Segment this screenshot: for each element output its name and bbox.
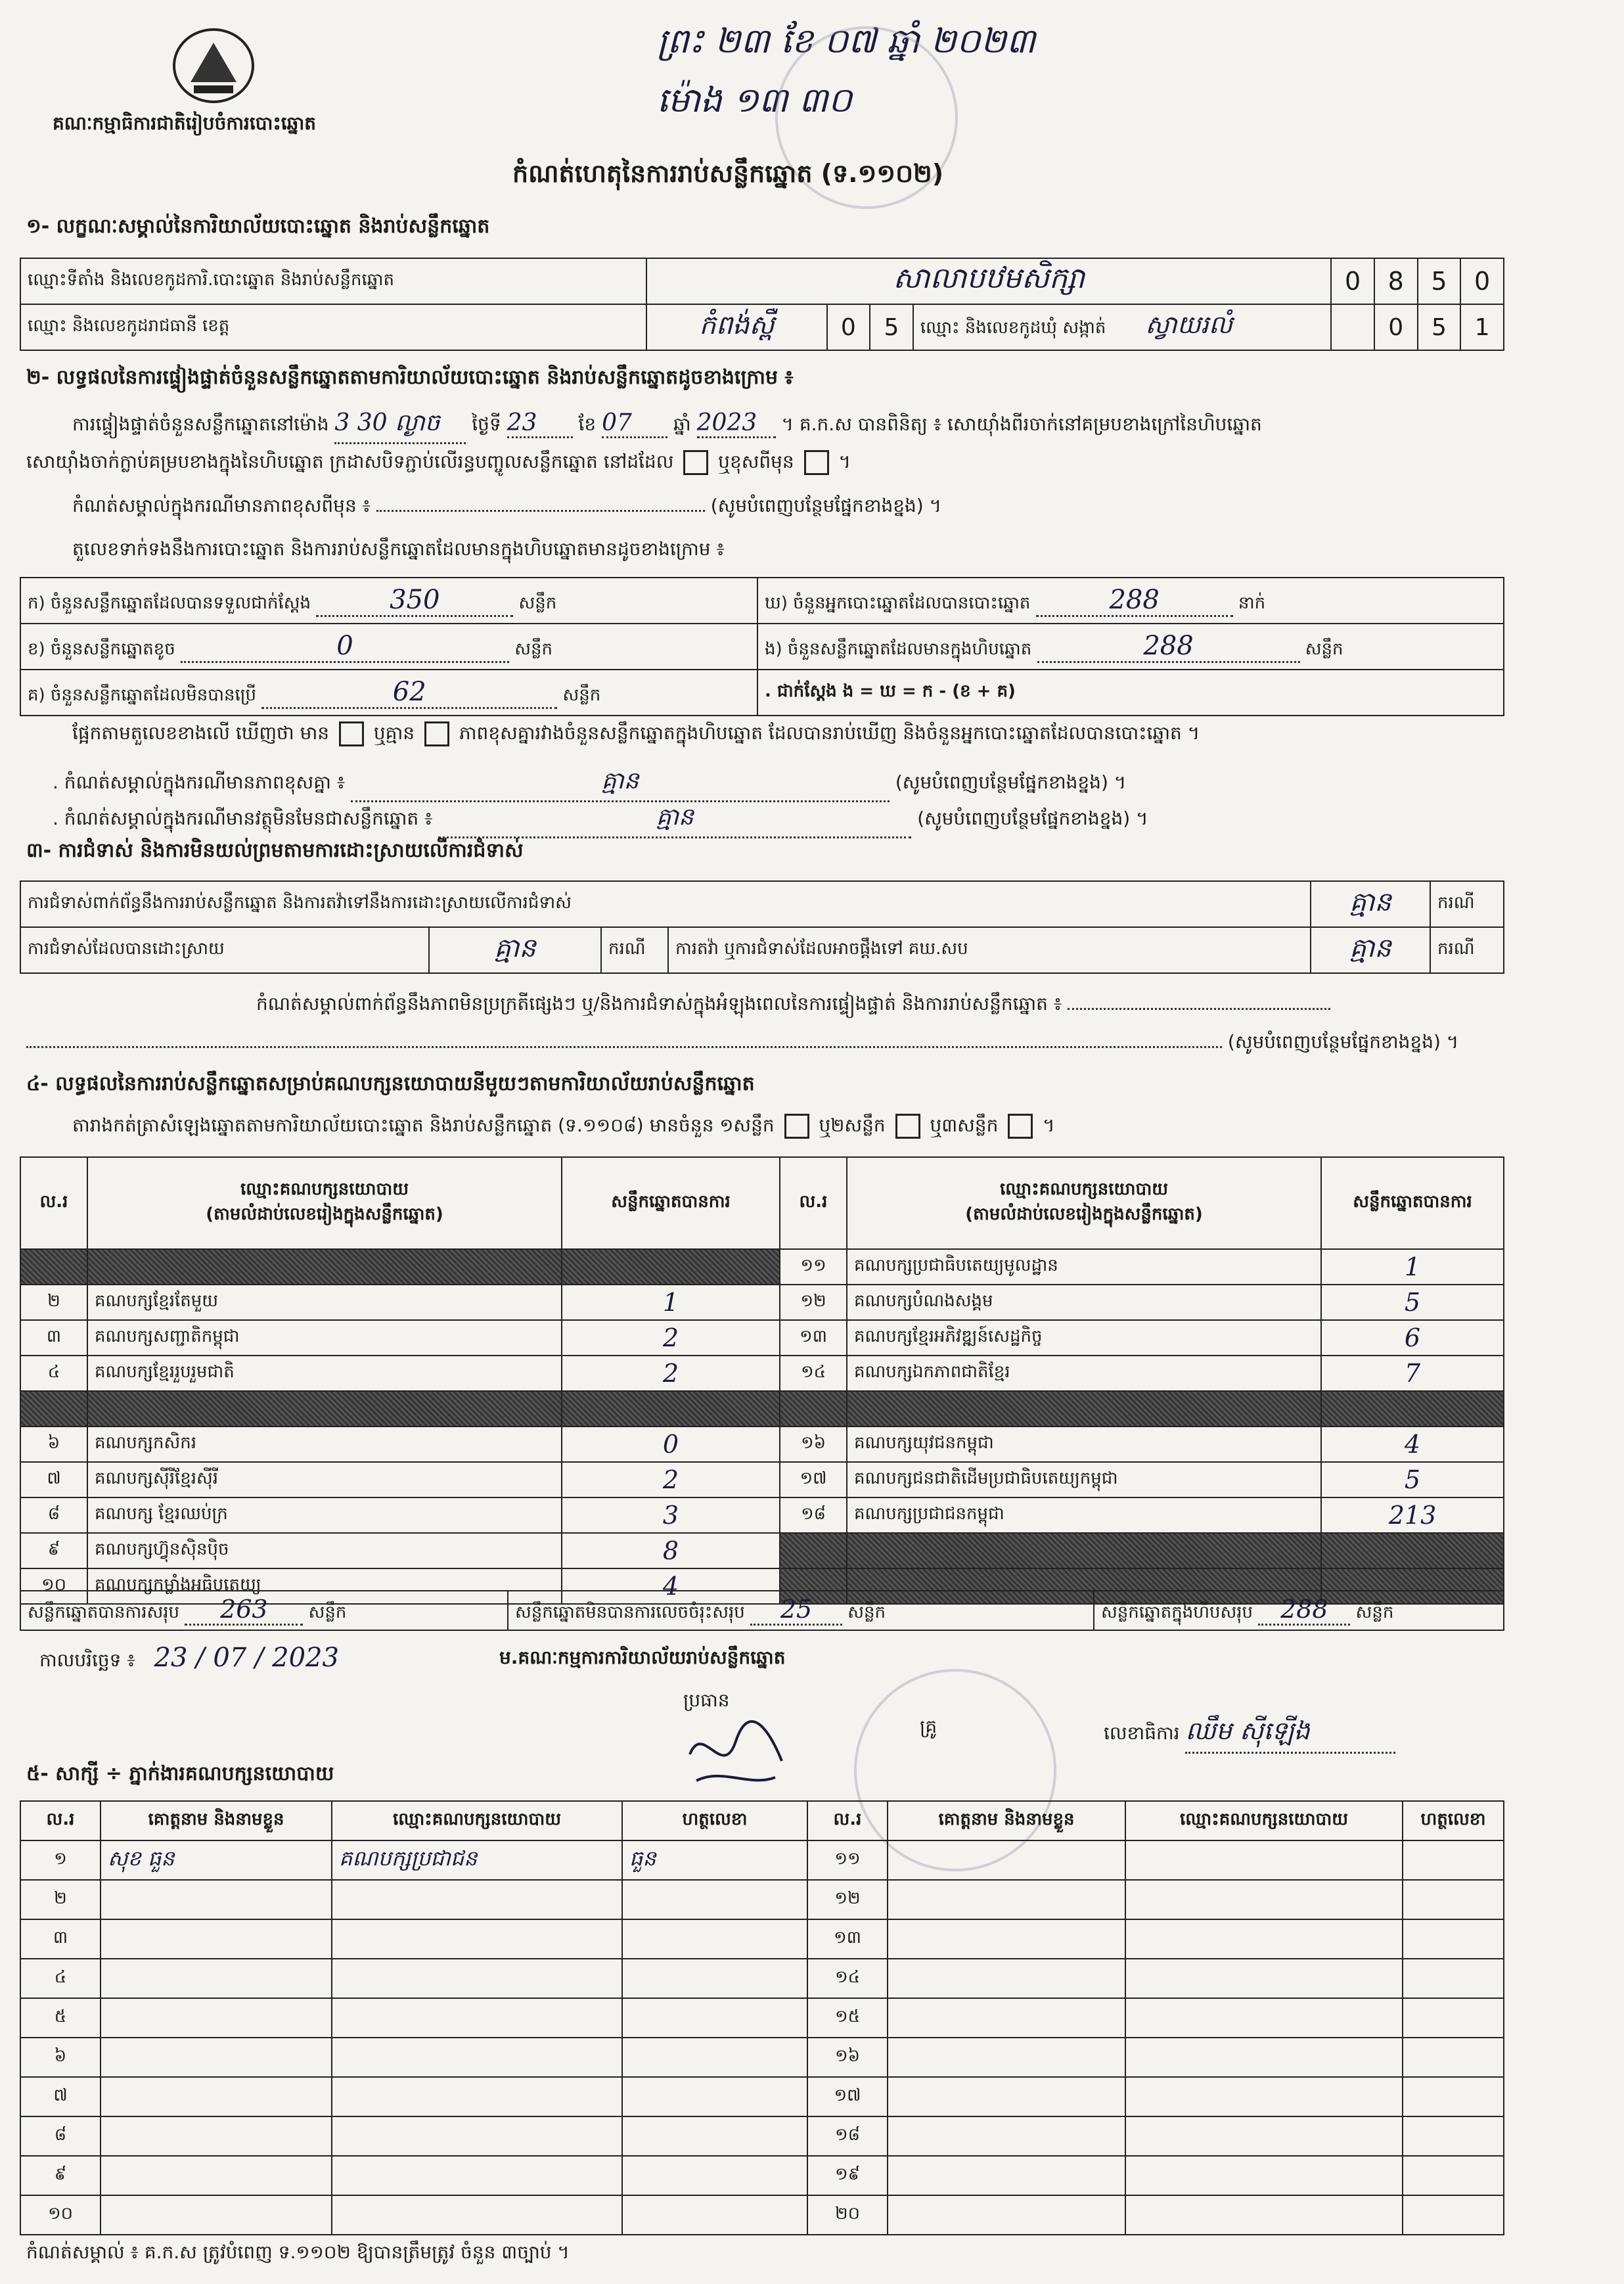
witness-number: ៣ xyxy=(20,1919,101,1959)
irregularities-fill-line: (សូមបំពេញបន្ថែមផ្នែកខាងខ្នង) ។ xyxy=(26,1030,1458,1057)
party-votes: 8 xyxy=(562,1533,780,1568)
witness-name[interactable] xyxy=(888,1959,1125,1998)
witness-number: ១៦ xyxy=(807,2038,888,2077)
witness-name[interactable] xyxy=(888,1919,1125,1959)
witness-number: ៩ xyxy=(20,2156,101,2195)
party-name: គណបក្សកសិករ xyxy=(87,1427,562,1462)
record-sheet-count-line: តារាងកត់ត្រាសំឡេងឆ្នោតតាមការិយាល័យបោះឆ្នោត និងរាប់សន្លឹកឆ្នោត (ទ.១១០៨) មានចំនួន ១សន្លឹក ឬ២សន្លឹក ឬ៣សន្លឹក ។ xyxy=(72,1114,1055,1141)
party-row xyxy=(20,1285,1504,1320)
witness-signature[interactable] xyxy=(622,2077,807,2116)
col-no-header: ល.រ xyxy=(20,1157,87,1249)
witness-number: ៧ xyxy=(20,2077,101,2116)
party-votes: 6 xyxy=(1321,1320,1504,1356)
witness-signature[interactable] xyxy=(1403,2156,1504,2195)
witness-table: ល.រ គោត្តនាម និងនាមខ្លួន ឈ្មោះគណបក្សនយោបាយ ហត្ថលេខា ល.រ គោត្តនាម និងនាមខ្លួន ឈ្មោះគណបក្សនយោបាយ ហត្ថលេខា ១ សុខ ធួន គណបក្សប្រជាជន ធួន ១១ ២ ១២ ៣ ១៣ ៤ ១៤ ៥ ១៥ ៦ ១៦ ៧ ១៧ ៨ ១៨ ៩ ១៩ ១០ ២០ xyxy=(20,1800,1504,2235)
witness-party[interactable] xyxy=(1125,1998,1403,2038)
party-number: ៨ xyxy=(20,1497,87,1533)
party-row xyxy=(20,1427,1504,1462)
witness-party[interactable] xyxy=(332,2038,622,2077)
party-votes: 2 xyxy=(562,1462,780,1497)
witness-signature[interactable] xyxy=(622,2195,807,2235)
party-number: ៤ xyxy=(20,1356,87,1391)
box-total-label: សន្លឹកឆ្នោតក្នុងហិបសរុប xyxy=(1101,1603,1253,1622)
col-votes-header: សន្លឹកឆ្នោតបានការ xyxy=(1321,1157,1504,1249)
party-votes: 5 xyxy=(1321,1462,1504,1497)
witness-party[interactable] xyxy=(1125,1919,1403,1959)
seal-status-line: សោយ៉ាំងចាក់ក្លាប់គម្របខាងក្នុងនៃហិបឆ្នោត ក្រដាសបិទភ្ជាប់លើរន្ធបញ្ចូលសន្លឹកឆ្នោត នៅដដែល ឬខុសពីមុន ។ xyxy=(26,450,851,477)
member-label: គ្រូ xyxy=(920,1716,937,1737)
station-code-digit: 0 xyxy=(1331,258,1374,304)
witness-signature[interactable] xyxy=(1403,2195,1504,2235)
col-votes-header: សន្លឹកឆ្នោតបានការ xyxy=(562,1157,780,1249)
discrepancy-check-line: ផ្អែកតាមតួលេខខាងលើ ឃើញថា មាន ឬគ្មាន ភាពខុសគ្នារវាងចំនួនសន្លឹកឆ្នោតក្នុងហិបឆ្នោត ដែលបានរាប់ឃើញ និងចំនួនអ្នកបោះឆ្នោតដែលបានបោះឆ្នោត ។ xyxy=(72,721,1200,748)
commune-code-digit: 0 xyxy=(1374,304,1418,350)
witness-name[interactable] xyxy=(888,2156,1125,2195)
witness-name[interactable] xyxy=(888,2038,1125,2077)
party-name: គណបក្ស ខ្មែរឈប់ក្រ xyxy=(87,1497,562,1533)
party-votes: 2 xyxy=(562,1320,780,1356)
witness-name[interactable] xyxy=(101,1880,332,1919)
witness-signature[interactable]: ធួន xyxy=(622,1840,807,1880)
party-votes: 2 xyxy=(562,1356,780,1391)
party-row xyxy=(20,1497,1504,1533)
box-total-value: 288 xyxy=(1258,1595,1350,1626)
non-ballot-remark-value: គ្មាន xyxy=(438,802,911,838)
party-number xyxy=(780,1533,847,1568)
party-name: គណបក្សយុវជនកម្ពុជា xyxy=(847,1427,1321,1462)
witness-signature[interactable] xyxy=(622,1919,807,1959)
party-votes xyxy=(1321,1391,1504,1427)
witness-party[interactable] xyxy=(1125,2116,1403,2156)
party-row xyxy=(20,1356,1504,1391)
witness-number: ៨ xyxy=(20,2116,101,2156)
difference-note-line: កំណត់សម្គាល់ក្នុងករណីមានភាពខុសពីមុន ៖ (សូមបំពេញបន្ថែមផ្នែកខាងខ្នង) ។ xyxy=(72,495,942,516)
province-code-digit: 5 xyxy=(870,304,913,350)
province-name: កំពង់ស្ពឺ xyxy=(646,304,826,350)
witness-signature[interactable] xyxy=(622,1959,807,1998)
section3-heading: ៣- ការជំទាស់ និងការមិនយល់ព្រមតាមការដោះស្រាយលើការជំទាស់ xyxy=(26,839,524,862)
section1-heading: ១- លក្ខណៈសម្គាល់នៃការិយាល័យបោះឆ្នោត និងរាប់សន្លឹកឆ្នោត xyxy=(26,215,490,238)
party-number: ២ xyxy=(20,1285,87,1320)
verification-month: 07 xyxy=(602,409,667,438)
witness-party[interactable] xyxy=(332,2156,622,2195)
party-name xyxy=(847,1533,1321,1568)
station-code-digit: 0 xyxy=(1460,258,1504,304)
witness-number: ១១ xyxy=(807,1840,888,1880)
unused-label: គ) ចំនួនសន្លឹកឆ្នោតដែលមិនបានប្រើ xyxy=(28,685,256,705)
party-votes: 1 xyxy=(562,1285,780,1320)
party-votes: 4 xyxy=(1321,1427,1504,1462)
witness-party[interactable] xyxy=(1125,2156,1403,2195)
appealable-label: ការតវ៉ា ឬការជំទាស់ដែលអាចផ្តឹងទៅ គឃ.សប xyxy=(668,927,1311,973)
objections-table: ការជំទាស់ពាក់ព័ន្ធនឹងការរាប់សន្លឹកឆ្នោត និងការតវ៉ាទៅនឹងការដោះស្រាយលើការជំទាស់ គ្មាន ករណី ការជំទាស់ដែលបានដោះស្រាយ គ្មាន ករណី ការតវ៉ា ឬការជំទាស់ដែលអាចផ្តឹងទៅ គឃ.សប គ្មាន ករណី xyxy=(20,880,1504,974)
party-row xyxy=(20,1249,1504,1285)
party-votes: 213 xyxy=(1321,1497,1504,1533)
voters-label: ឃ) ចំនួនអ្នកបោះឆ្នោតដែលបានបោះឆ្នោត xyxy=(765,593,1031,613)
party-votes: 4 xyxy=(562,1568,780,1604)
witness-party[interactable] xyxy=(332,2077,622,2116)
date-line: កាលបរិច្ឆេទ ៖ 23 / 07 / 2023 xyxy=(39,1643,339,1673)
party-name: គណបក្សបំណងសង្គម xyxy=(847,1285,1321,1320)
received-value: 350 xyxy=(316,585,513,617)
witness-number: ១៨ xyxy=(807,2116,888,2156)
province-code-digit: 0 xyxy=(827,304,870,350)
party-votes xyxy=(1321,1533,1504,1568)
resolved-label: ការជំទាស់ដែលបានដោះស្រាយ xyxy=(20,927,429,973)
station-code-digit: 8 xyxy=(1374,258,1418,304)
witness-number: ១ xyxy=(20,1840,101,1880)
station-code-digit: 5 xyxy=(1418,258,1461,304)
party-number xyxy=(780,1391,847,1427)
difference-remark-line: . កំណត់សម្គាល់ក្នុងករណីមានភាពខុសគ្នា ៖ គ្មាន (សូមបំពេញបន្ថែមផ្នែកខាងខ្នង) ។ xyxy=(53,765,1126,802)
party-name: គណបក្សខ្មែរតែមួយ xyxy=(87,1285,562,1320)
witness-party[interactable]: គណបក្សប្រជាជន xyxy=(332,1840,622,1880)
formula: . ជាក់ស្តែង ង = ឃ = ក - (ខ + គ) xyxy=(757,670,1504,716)
witness-row xyxy=(20,2116,1504,2156)
col-party-header: ឈ្មោះគណបក្សនយោបាយ (តាមលំដាប់លេខរៀងក្នុងសន្លឹកឆ្នោត) xyxy=(87,1157,562,1249)
witness-number: ១៣ xyxy=(807,1919,888,1959)
witness-party[interactable] xyxy=(332,1998,622,2038)
party-votes: 0 xyxy=(562,1427,780,1462)
section1-table xyxy=(20,258,1504,351)
witness-name[interactable] xyxy=(888,2077,1125,2116)
party-votes xyxy=(562,1391,780,1427)
witness-name[interactable] xyxy=(101,2077,332,2116)
witness-number: ១៥ xyxy=(807,1998,888,2038)
party-name: គណបក្សសញ្ជាតិកម្ពុជា xyxy=(87,1320,562,1356)
witness-signature[interactable] xyxy=(1403,2116,1504,2156)
nec-emblem-icon xyxy=(164,23,263,108)
party-name: គណបក្សស៊ីរីខ្មែរស៊ីរី xyxy=(87,1462,562,1497)
station-label: ឈ្មោះទីតាំង និងលេខកូដការិ.បោះឆ្នោត និងរាប់សន្លឹកឆ្នោត xyxy=(20,258,646,304)
totals-table: សន្លឹកឆ្នោតបានការសរុប 263 សន្លឹក សន្លឹកឆ្នោតមិនបានការលេចចំរុះសរុប 25 សន្លឹក សន្លឹកឆ្នោតក្នុងហិបសរុប 288 សន្លឹក xyxy=(20,1590,1504,1631)
witness-number: ២ xyxy=(20,1880,101,1919)
secretary-line: លេខាធិការ ឈឹម ស៊ីឡើង xyxy=(1104,1715,1395,1754)
witness-party[interactable] xyxy=(1125,1880,1403,1919)
party-name: គណបក្សហ៊្វុនស៊ិនប៉ិច xyxy=(87,1533,562,1568)
witness-number: ១២ xyxy=(807,1880,888,1919)
witness-party[interactable] xyxy=(332,1880,622,1919)
objections-label: ការជំទាស់ពាក់ព័ន្ធនឹងការរាប់សន្លឹកឆ្នោត និងការតវ៉ាទៅនឹងការដោះស្រាយលើការជំទាស់ xyxy=(20,881,1311,927)
witness-name[interactable] xyxy=(101,1919,332,1959)
changed-checkbox[interactable] xyxy=(804,450,829,475)
witness-row xyxy=(20,2195,1504,2235)
verification-time: 3 30 ល្ងាច xyxy=(334,407,466,444)
col-party-header: ឈ្មោះគណបក្សនយោបាយ (តាមលំដាប់លេខរៀងក្នុងសន្លឹកឆ្នោត) xyxy=(847,1157,1321,1249)
witness-party[interactable] xyxy=(332,2116,622,2156)
witness-signature[interactable] xyxy=(622,1998,807,2038)
party-number: ១៧ xyxy=(780,1462,847,1497)
section4-heading: ៤- លទ្ធផលនៃការរាប់សន្លឹកឆ្នោតសម្រាប់គណបក្សនយោបាយនីមួយៗតាមការិយាល័យរាប់សន្លឹកឆ្នោត xyxy=(26,1072,755,1095)
station-name: សាលាបឋមសិក្សា xyxy=(646,258,1331,304)
party-results-table xyxy=(20,1156,1504,1605)
witness-number: ១៩ xyxy=(807,2156,888,2195)
witness-number: ៤ xyxy=(20,1959,101,1998)
witness-signature[interactable] xyxy=(1403,2038,1504,2077)
party-number: ៣ xyxy=(20,1320,87,1356)
verification-day: 23 xyxy=(507,409,573,438)
appealable-value: គ្មាន xyxy=(1311,927,1430,973)
witness-party[interactable] xyxy=(332,2195,622,2235)
witness-signature[interactable] xyxy=(1403,1998,1504,2038)
figures-intro: តួលេខទាក់ទងនឹងការបោះឆ្នោត និងការរាប់សន្លឹកឆ្នោតដែលមានក្នុងហិបឆ្នោតមានដូចខាងក្រោម ៖ xyxy=(72,538,725,560)
party-name: គណបក្សឯកភាពជាតិខ្មែរ xyxy=(847,1356,1321,1391)
witness-signature[interactable] xyxy=(622,2116,807,2156)
party-name: គណបក្សកម្លាំងអធិបតេយ្យ xyxy=(87,1568,562,1604)
witness-name[interactable] xyxy=(101,2156,332,2195)
witness-party[interactable] xyxy=(332,1959,622,1998)
witness-name[interactable] xyxy=(101,1998,332,2038)
witness-row xyxy=(20,2038,1504,2077)
party-name xyxy=(87,1391,562,1427)
unused-value: 62 xyxy=(261,677,557,709)
has-difference-checkbox[interactable] xyxy=(339,721,364,746)
section2-heading: ២- លទ្ធផលនៃការផ្ទៀងផ្ទាត់ចំនួនសន្លឹកឆ្នោតតាមការិយាល័យបោះឆ្នោត និងរាប់សន្លឹកឆ្នោតដូចខាងក្រោម ៖ xyxy=(26,366,794,389)
witness-name[interactable] xyxy=(888,1840,1125,1880)
party-votes: 1 xyxy=(1321,1249,1504,1285)
handwritten-note-1: ព្រះ ២៣ ខែ ០៧ ឆ្នាំ ២០២៣ xyxy=(657,22,1036,61)
witness-name[interactable] xyxy=(101,2038,332,2077)
witness-row xyxy=(20,1998,1504,2038)
footnote: កំណត់សម្គាល់ ៖ គ.ក.ស ត្រូវបំពេញ ទ.១១០២ ឱ្យបានត្រឹមត្រូវ ចំនួន ៣ច្បាប់ ។ xyxy=(26,2241,570,2263)
party-votes: 7 xyxy=(1321,1356,1504,1391)
witness-row xyxy=(20,1959,1504,1998)
witness-party[interactable] xyxy=(1125,2077,1403,2116)
secretary-signature: ឈឹម ស៊ីឡើង xyxy=(1185,1715,1395,1754)
organization-name: គណៈកម្មាធិការជាតិរៀបចំការបោះឆ្នោត xyxy=(53,112,317,134)
objections-value: គ្មាន xyxy=(1311,881,1430,927)
witness-row xyxy=(20,1919,1504,1959)
party-name: គណបក្សប្រជាជនកម្ពុជា xyxy=(847,1497,1321,1533)
witness-party[interactable] xyxy=(1125,1840,1403,1880)
witness-signature[interactable] xyxy=(1403,2077,1504,2116)
witness-name[interactable] xyxy=(888,1998,1125,2038)
party-number: ៦ xyxy=(20,1427,87,1462)
party-votes: 5 xyxy=(1321,1285,1504,1320)
party-number: ១៨ xyxy=(780,1497,847,1533)
voters-value: 288 xyxy=(1036,585,1233,617)
spoiled-label: ខ) ចំនួនសន្លឹកឆ្នោតខូច xyxy=(28,639,175,659)
witness-signature[interactable] xyxy=(622,1880,807,1919)
witness-number: ១០ xyxy=(20,2195,101,2235)
witness-number: ១៧ xyxy=(807,2077,888,2116)
two-sheets-checkbox[interactable] xyxy=(895,1114,920,1139)
witness-row xyxy=(20,1840,1504,1880)
witness-number: ៥ xyxy=(20,1998,101,2038)
witness-name[interactable] xyxy=(888,1880,1125,1919)
witness-signature[interactable] xyxy=(622,2038,807,2077)
witness-number: ២០ xyxy=(807,2195,888,2235)
party-number xyxy=(20,1391,87,1427)
one-sheet-checkbox[interactable] xyxy=(784,1114,809,1139)
verification-year: 2023 xyxy=(697,409,776,438)
witness-name[interactable] xyxy=(101,1959,332,1998)
date-value: 23 / 07 / 2023 xyxy=(154,1643,339,1673)
party-number: ១០ xyxy=(20,1568,87,1604)
witness-party[interactable] xyxy=(1125,2195,1403,2235)
party-number: ៩ xyxy=(20,1533,87,1568)
province-label: ឈ្មោះ និងលេខកូដរាជធានី ខេត្ត xyxy=(20,304,646,350)
party-number: ៧ xyxy=(20,1462,87,1497)
party-number: ១១ xyxy=(780,1249,847,1285)
party-row xyxy=(20,1462,1504,1497)
commune-code-digit: 1 xyxy=(1460,304,1504,350)
col-no-header: ល.រ xyxy=(780,1157,847,1249)
witness-signature[interactable] xyxy=(622,2156,807,2195)
chair-label: ប្រធាន xyxy=(683,1689,730,1711)
witness-number: ៦ xyxy=(20,2038,101,2077)
party-name xyxy=(847,1391,1321,1427)
no-difference-checkbox[interactable] xyxy=(424,721,449,746)
witness-signature[interactable] xyxy=(1403,1880,1504,1919)
received-label: ក) ចំនួនសន្លឹកឆ្នោតដែលបានទទួលជាក់ស្តែង xyxy=(28,593,311,613)
party-name: គណបក្សខ្មែររួបរួមជាតិ xyxy=(87,1356,562,1391)
party-number: ១៤ xyxy=(780,1356,847,1391)
form-title: កំណត់ហេតុនៃការរាប់សន្លឹកឆ្នោត (ទ.១១០២) xyxy=(512,159,944,188)
witness-signature[interactable] xyxy=(1403,1840,1504,1880)
committee-title: ម.គណៈកម្មការការិយាល័យរាប់សន្លឹកឆ្នោត xyxy=(499,1647,786,1668)
commune-label: ឈ្មោះ និងលេខកូដឃុំ សង្កាត់ ស្វាយរលំ xyxy=(913,304,1331,350)
chair-signature xyxy=(683,1715,788,1796)
witness-row xyxy=(20,2156,1504,2195)
witness-party[interactable] xyxy=(1125,1959,1403,1998)
in-box-value: 288 xyxy=(1037,631,1300,663)
party-name: គណបក្សប្រជាធិបតេយ្យមូលដ្ឋាន xyxy=(847,1249,1321,1285)
unchanged-checkbox[interactable] xyxy=(683,450,708,475)
witness-name[interactable] xyxy=(101,2116,332,2156)
witness-name[interactable] xyxy=(101,2195,332,2235)
figures-table: ក) ចំនួនសន្លឹកឆ្នោតដែលបានទទួលជាក់ស្តែង 350 សន្លឹក ឃ) ចំនួនអ្នកបោះឆ្នោតដែលបានបោះឆ្នោត 288 នាក់ ខ) ចំនួនសន្លឹកឆ្នោតខូច 0 សន្លឹក ង) ចំនួនសន្លឹកឆ្នោតដែលមានក្នុងហិបឆ្នោត 288 សន្លឹក គ) ចំនួនសន្លឹកឆ្នោតដែលមិនបានប្រើ 62 សន្លឹក . ជាក់ស្តែង ង = ឃ = ក - (ខ + គ) xyxy=(20,577,1504,716)
invalid-total-label: សន្លឹកឆ្នោតមិនបានការលេចចំរុះសរុប xyxy=(515,1603,745,1622)
witness-name[interactable]: សុខ ធួន xyxy=(101,1840,332,1880)
party-name: គណបក្សខ្មែរអភិវឌ្ឍន៍សេដ្ឋកិច្ច xyxy=(847,1320,1321,1356)
spoiled-value: 0 xyxy=(181,631,509,663)
witness-signature[interactable] xyxy=(1403,1959,1504,1998)
three-sheets-checkbox[interactable] xyxy=(1008,1114,1033,1139)
section5-heading: ៥- សាក្សី ÷ ភ្នាក់ងារគណបក្សនយោបាយ xyxy=(26,1762,334,1785)
witness-signature[interactable] xyxy=(1403,1919,1504,1959)
witness-row xyxy=(20,2077,1504,2116)
verification-line: ការផ្ទៀងផ្ទាត់ចំនួនសន្លឹកឆ្នោតនៅម៉ោង 3 30 ល្ងាច ថ្ងៃទី 23 ខែ 07 ឆ្នាំ 2023 ។ គ.ក.ស បានពិនិត្យ ៖ សោយ៉ាំងពីរចាក់នៅគម្របខាងក្រៅនៃហិបឆ្នោត xyxy=(72,407,1262,444)
irregularities-note: កំណត់សម្គាល់ពាក់ព័ន្ធនឹងភាពមិនប្រក្រតីផ្សេងៗ ឬ/និងការជំទាស់ក្នុងអំឡុងពេលនៃការផ្ទៀងផ្ទាត់ និងការរាប់សន្លឹកឆ្នោត ៖ xyxy=(256,992,1330,1019)
invalid-total-value: 25 xyxy=(750,1595,842,1626)
witness-row xyxy=(20,1880,1504,1919)
party-votes: 3 xyxy=(562,1497,780,1533)
handwritten-note-2: ម៉ោង ១៣ ៣០ xyxy=(657,81,853,120)
commune-code-digit: 5 xyxy=(1418,304,1461,350)
witness-name[interactable] xyxy=(888,2195,1125,2235)
witness-party[interactable] xyxy=(332,1919,622,1959)
witness-number: ១៤ xyxy=(807,1959,888,1998)
party-number: ១៣ xyxy=(780,1320,847,1356)
valid-total-value: 263 xyxy=(185,1595,303,1626)
party-name xyxy=(87,1249,562,1285)
witness-party[interactable] xyxy=(1125,2038,1403,2077)
party-row xyxy=(20,1391,1504,1427)
witness-name[interactable] xyxy=(888,2116,1125,2156)
party-votes xyxy=(562,1249,780,1285)
party-row xyxy=(20,1533,1504,1568)
party-number: ១២ xyxy=(780,1285,847,1320)
in-box-label: ង) ចំនួនសន្លឹកឆ្នោតដែលមានក្នុងហិបឆ្នោត xyxy=(765,639,1032,659)
resolved-value: គ្មាន xyxy=(429,927,601,973)
commune-name: ស្វាយរលំ xyxy=(1145,310,1233,339)
difference-remark-value: គ្មាន xyxy=(351,765,890,802)
valid-total-label: សន្លឹកឆ្នោតបានការសរុប xyxy=(28,1603,180,1622)
party-number xyxy=(20,1249,87,1285)
party-row xyxy=(20,1320,1504,1356)
non-ballot-remark-line: . កំណត់សម្គាល់ក្នុងករណីមានវត្ថុមិនមែនជាសន្លឹកឆ្នោត ៖ គ្មាន (សូមបំពេញបន្ថែមផ្នែកខាងខ្នង) ។ xyxy=(53,802,1148,838)
party-name: គណបក្សជនជាតិដើមប្រជាធិបតេយ្យកម្ពុជា xyxy=(847,1462,1321,1497)
party-number: ១៦ xyxy=(780,1427,847,1462)
